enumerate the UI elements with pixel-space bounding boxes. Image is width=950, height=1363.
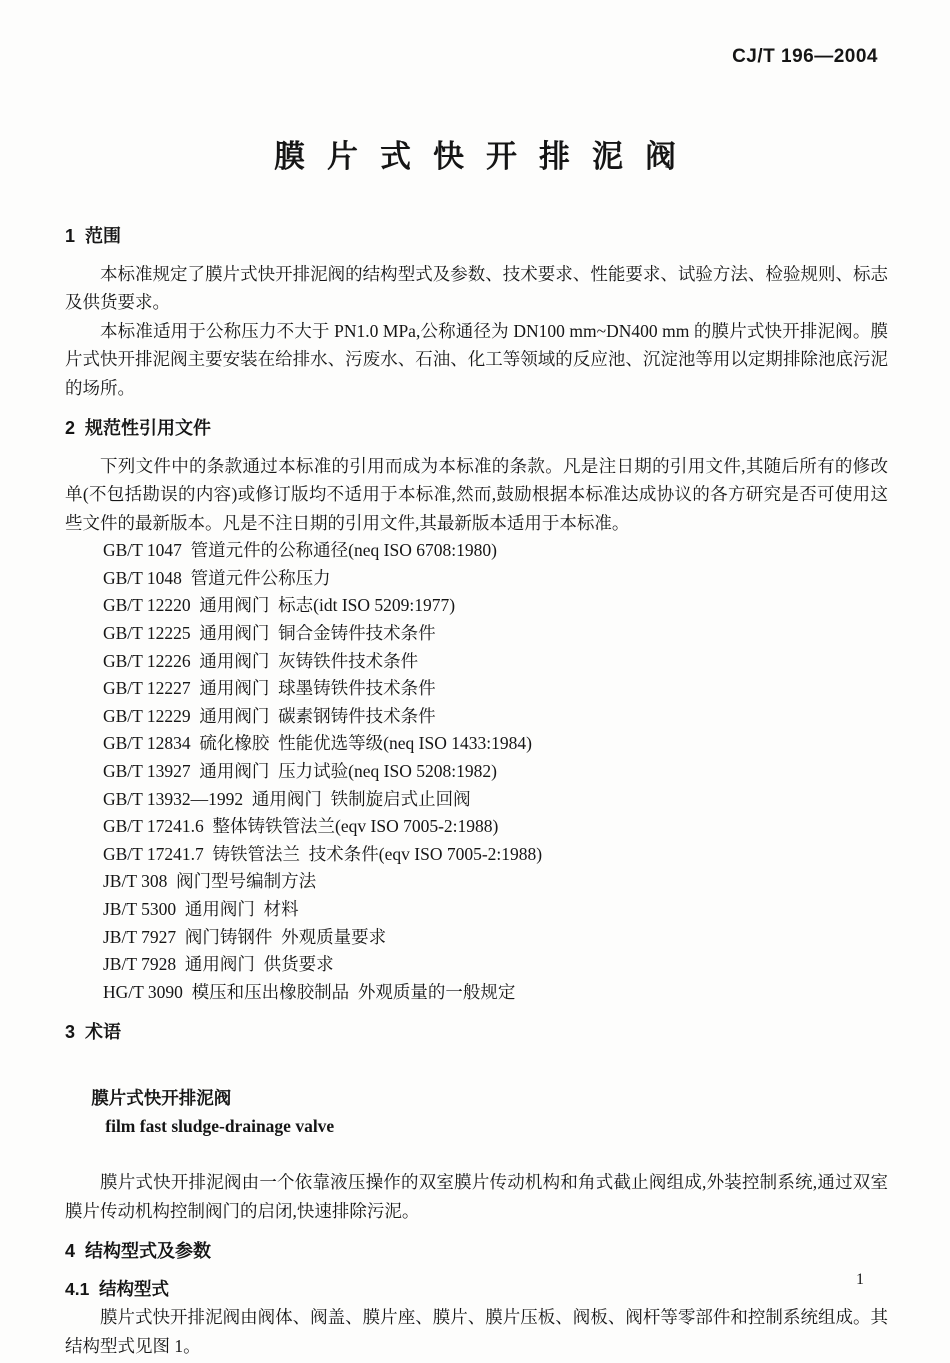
- reference-item: JB/T 308 阀门型号编制方法: [103, 871, 317, 892]
- reference-item: GB/T 12225 通用阀门 铜合金铸件技术条件: [103, 623, 436, 644]
- reference-item: HG/T 3090 模压和压出橡胶制品 外观质量的一般规定: [103, 981, 516, 1002]
- section-2-intro: 下列文件中的条款通过本标准的引用而成为本标准的条款。凡是注日期的引用文件,其随后所有的修改单(不包括勘误的内容)或修订版均不适用于本标准,然而,鼓励根据本标准达成协议的各方研究是否可使用这些文件的最新版本。凡是不注日期的引用文件,其最新版本适用于本标准。: [65, 456, 888, 533]
- reference-item: GB/T 17241.6 整体铸铁管法兰(eqv ISO 7005-2:1988): [103, 816, 499, 837]
- section-3-heading: 3 术语: [65, 1022, 122, 1043]
- term-english: film fast sludge-drainage valve: [105, 1116, 335, 1137]
- reference-item: GB/T 12229 通用阀门 碳素钢铸件技术条件: [103, 705, 436, 726]
- section-4-heading: 4 结构型式及参数: [65, 1241, 212, 1262]
- document-body: [65, 210, 888, 1360]
- reference-item: GB/T 12226 通用阀门 灰铸铁件技术条件: [103, 650, 419, 671]
- reference-item: JB/T 7927 阀门铸钢件 外观质量要求: [103, 926, 387, 947]
- reference-item: GB/T 13927 通用阀门 压力试验(neq ISO 5208:1982): [103, 761, 497, 781]
- reference-item: JB/T 7928 通用阀门 供货要求: [103, 954, 334, 975]
- page-number: 1: [856, 1271, 864, 1288]
- section-4-1-heading: 4.1 结构型式: [65, 1279, 170, 1300]
- reference-item: GB/T 1048 管道元件公称压力: [103, 567, 331, 588]
- reference-item: GB/T 12227 通用阀门 球墨铸铁件技术条件: [103, 678, 436, 699]
- reference-item: GB/T 12834 硫化橡胶 性能优选等级(neq ISO 1433:1984): [103, 733, 532, 754]
- reference-list: [65, 537, 888, 1006]
- term-entry: [65, 1056, 888, 1168]
- reference-item: GB/T 1047 管道元件的公称通径(neq ISO 6708:1980): [103, 540, 497, 561]
- section-4-1-paragraph: 膜片式快开排泥阀由阀体、阀盖、膜片座、膜片、膜片压板、阀板、阀杆等零部件和控制系统组成。其结构型式见图 1。: [65, 1307, 888, 1356]
- term-chinese: 膜片式快开排泥阀: [91, 1088, 232, 1109]
- doc-number: CJ/T 196—2004: [732, 46, 878, 67]
- reference-item: GB/T 17241.7 铸铁管法兰 技术条件(eqv ISO 7005-2:1988): [103, 843, 543, 864]
- section-1-paragraph-2: 本标准适用于公称压力不大于 PN1.0 MPa,公称通径为 DN100 mm~DN400 mm 的膜片式快开排泥阀。膜片式快开排泥阀主要安装在给排水、污废水、石油、化工等领域的反应池、沉淀池等用以定期排除池底污泥的场所。: [65, 320, 888, 398]
- doc-title: 膜片式快开排泥阀: [274, 139, 698, 174]
- reference-item: GB/T 12220 通用阀门 标志(idt ISO 5209:1977): [103, 595, 456, 616]
- section-2-heading: 2 规范性引用文件: [65, 418, 212, 439]
- section-1-paragraph-1: 本标准规定了膜片式快开排泥阀的结构型式及参数、技术要求、性能要求、试验方法、检验规则、标志及供货要求。: [65, 264, 888, 313]
- section-1-heading: 1 范围: [65, 226, 122, 246]
- reference-item: JB/T 5300 通用阀门 材料: [103, 898, 299, 919]
- reference-item: GB/T 13932—1992 通用阀门 铁制旋启式止回阀: [103, 788, 471, 809]
- section-3-definition: 膜片式快开排泥阀由一个依靠液压操作的双室膜片传动机构和角式截止阀组成,外装控制系统,通过双室膜片传动机构控制阀门的启闭,快速排除污泥。: [65, 1172, 888, 1221]
